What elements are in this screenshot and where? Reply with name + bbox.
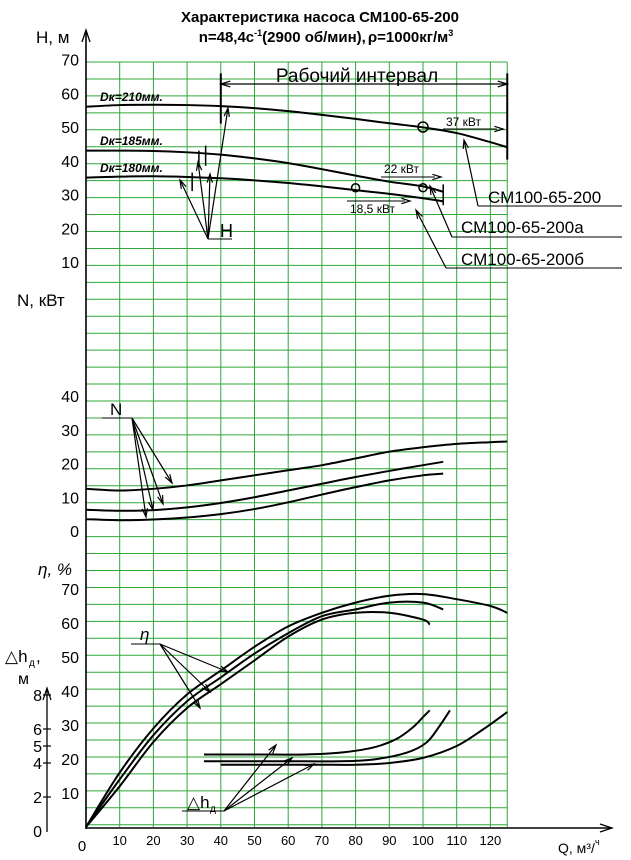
efficiency-y-tick-label: 40 bbox=[61, 684, 79, 701]
model-label-200: СМ100-65-200 bbox=[488, 188, 602, 207]
npsh-y-tick-label: 6 bbox=[33, 722, 42, 739]
npsh-y-axis-label-end: , bbox=[36, 647, 41, 666]
npsh-y-tick-label: 8 bbox=[33, 688, 42, 705]
x-tick-label: 60 bbox=[280, 833, 296, 848]
title-sup1: -1 bbox=[254, 28, 263, 38]
head-y-tick-label: 60 bbox=[61, 86, 79, 104]
npsh-y-tick-label: 0 bbox=[33, 824, 42, 841]
head-y-tick-label: 50 bbox=[61, 120, 79, 137]
efficiency-y-tick-label: 60 bbox=[61, 616, 79, 633]
tick-labels bbox=[5, 28, 600, 856]
head-y-tick-label: 20 bbox=[61, 221, 79, 239]
power-y-tick-label: 40 bbox=[61, 389, 79, 406]
power-y-tick-label: 30 bbox=[61, 422, 79, 440]
title-density-text: =1000кг/м bbox=[377, 29, 449, 46]
head-curve-annotation: Н bbox=[220, 221, 233, 241]
head-y-tick-label: 10 bbox=[61, 255, 79, 272]
x-tick-label: 90 bbox=[382, 833, 397, 848]
efficiency-y-tick-label: 10 bbox=[61, 786, 79, 803]
power-label-22kw: 22 кВт bbox=[384, 162, 420, 176]
efficiency-y-axis-label: η, % bbox=[38, 560, 72, 579]
head-y-axis-label: Н, м bbox=[36, 28, 70, 47]
x-tick-label: 110 bbox=[446, 833, 468, 848]
x-tick-label: 10 bbox=[112, 833, 127, 848]
npsh-arrow-3-arrowhead bbox=[305, 764, 314, 770]
npsh-arrow-3 bbox=[224, 764, 314, 811]
x-tick-label: 0 bbox=[77, 838, 87, 855]
model-label-200-arrow bbox=[464, 140, 478, 206]
power-y-tick-label: 20 bbox=[61, 456, 79, 474]
efficiency-curve-annotation: η bbox=[140, 625, 150, 644]
series-label-185: Dк=185мм. bbox=[100, 134, 163, 148]
head-y-tick-label: 70 bbox=[61, 52, 79, 70]
power-label-37kw: 37 кВт bbox=[446, 115, 482, 129]
power-curve-annotation: N bbox=[110, 400, 123, 419]
npsh-y-tick-label: 4 bbox=[33, 756, 42, 773]
x-tick-label: 120 bbox=[479, 833, 502, 848]
x-tick-label: 20 bbox=[146, 833, 161, 848]
x-tick-label: 100 bbox=[412, 833, 434, 848]
x-tick-label: 50 bbox=[247, 833, 262, 848]
x-axis-label-sup: ч bbox=[595, 837, 600, 847]
model-label-200b: СМ100-65-200б bbox=[461, 250, 584, 269]
npsh-y-tick-label: 2 bbox=[33, 790, 42, 807]
efficiency-y-tick-label: 50 bbox=[61, 650, 79, 667]
series-label-180: Dк=180мм. bbox=[100, 161, 163, 175]
efficiency-y-tick-label: 30 bbox=[61, 718, 79, 735]
title-speed-text: n=48,4c bbox=[198, 29, 255, 46]
power-y-tick-label: 10 bbox=[61, 490, 79, 508]
model-label-200b-arrow bbox=[416, 210, 446, 268]
x-tick-label: 70 bbox=[314, 833, 330, 848]
npsh-y-tick-label: 5 bbox=[33, 739, 42, 756]
npsh-curve-annotation-sub: д bbox=[210, 804, 216, 815]
annotations bbox=[100, 73, 622, 815]
efficiency-arrow-1 bbox=[160, 644, 228, 672]
npsh-curve-annotation: △h bbox=[187, 793, 210, 812]
npsh-y-axis-label-sub: д bbox=[29, 658, 35, 669]
power-label-18-5kw: 18,5 кВт bbox=[350, 202, 396, 216]
efficiency-y-tick-label: 20 bbox=[61, 752, 79, 769]
title-sup2: 3 bbox=[448, 28, 454, 38]
npsh-y-axis-label: △h bbox=[5, 647, 28, 666]
efficiency-y-tick-label: 70 bbox=[61, 582, 79, 599]
npsh-y-axis-label-unit: м bbox=[18, 671, 29, 688]
power-y-tick-label: 0 bbox=[70, 524, 79, 541]
working-interval-label: Рабочий интервал bbox=[275, 66, 439, 87]
npsh-curve-180 bbox=[204, 710, 430, 754]
x-tick-label: 40 bbox=[213, 833, 229, 848]
series-label-210: Dк=210мм. bbox=[100, 90, 163, 104]
x-axis-label: Q, м³/ bbox=[558, 840, 595, 856]
chart-title-line1: Характеристика насоса СМ100-65-200 bbox=[181, 9, 459, 26]
x-tick-label: 30 bbox=[179, 833, 195, 848]
head-y-tick-label: 30 bbox=[61, 187, 79, 205]
title-rpm-text: (2900 об/мин), bbox=[262, 29, 366, 46]
npsh-arrow-2 bbox=[224, 758, 292, 811]
power-y-axis-label: N, кВт bbox=[17, 291, 65, 310]
model-label-200a-arrow bbox=[430, 186, 452, 237]
x-tick-label: 80 bbox=[348, 833, 363, 848]
chart-title-line2 bbox=[199, 28, 454, 46]
title-rho-symbol: ρ bbox=[367, 29, 378, 46]
model-label-200a: СМ100-65-200а bbox=[461, 218, 584, 237]
head-arrow-1 bbox=[208, 108, 228, 239]
head-y-tick-label: 40 bbox=[61, 153, 79, 171]
